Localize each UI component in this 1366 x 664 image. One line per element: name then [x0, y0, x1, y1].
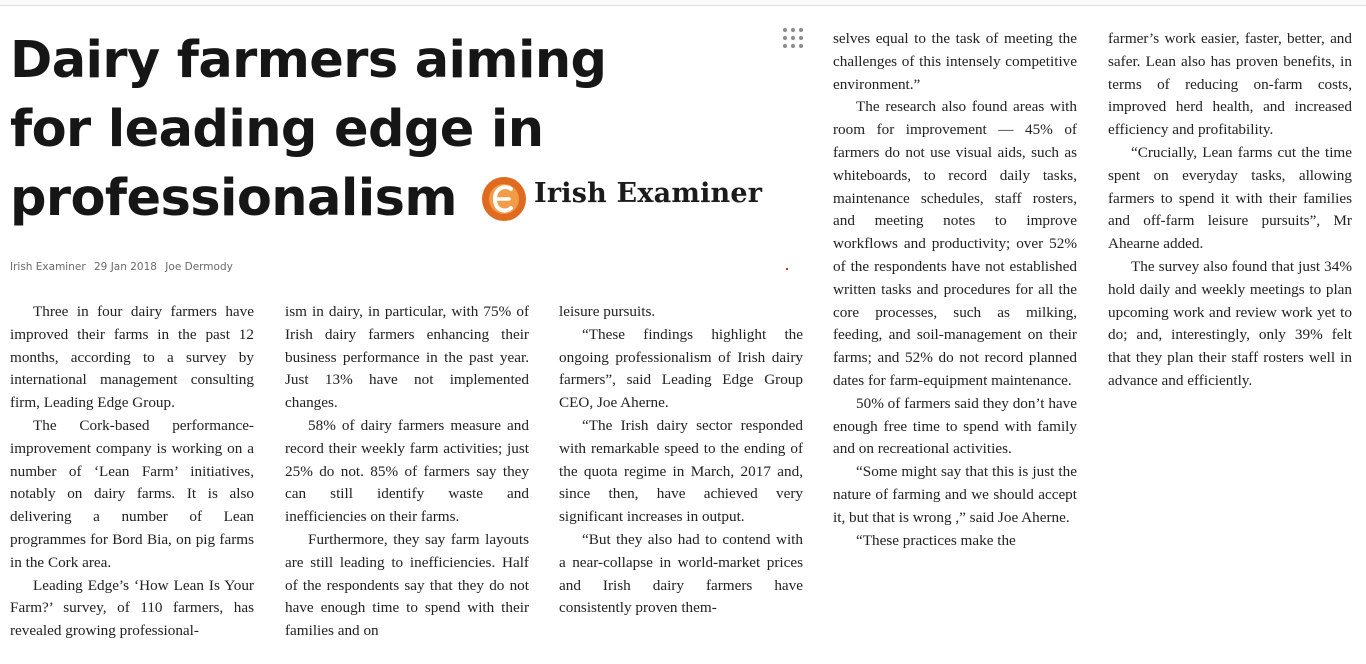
paragraph: Three in four dairy farmers have improved their farms in the past 12 months, according to a survey by international management consulting firm, Leading Edge Group.	[10, 303, 254, 412]
paragraph: “These practices make the	[856, 531, 1016, 549]
drag-handle-icon[interactable]	[782, 27, 804, 49]
paragraph: leisure pursuits.	[559, 303, 656, 320]
paragraph: “The Irish dairy sector responded with remarkable speed to the ending of the quota regime in March, 2017 and, since then, have achieved very significant increases in output.	[559, 416, 803, 526]
examiner-logo-icon	[480, 175, 528, 223]
article-headline: Dairy farmers aiming for leading edge in professionalism	[10, 31, 607, 228]
paragraph: “Crucially, Lean farms cut the time spent on everyday tasks, allowing farmers to spend it with their families and off-farm leisure pursuits”, Mr Ahearne added.	[1108, 143, 1352, 253]
author-name: Joe Dermody	[165, 261, 233, 273]
publication-date: 29 Jan 2018	[94, 261, 157, 273]
paragraph: selves equal to the task of meeting the challenges of this intensely competitive environment.”	[833, 30, 1077, 93]
article-column-1	[10, 301, 254, 643]
paragraph: ism in dairy, in particular, with 75% of Irish dairy farmers enhancing their business performance in the past year. Just 13% have not implemented changes.	[285, 303, 529, 412]
logo-wordmark: Irish Examiner	[534, 178, 763, 209]
decorative-dot	[786, 268, 788, 270]
paragraph: “These findings highlight the ongoing professionalism of Irish dairy farmers”, said Leading Edge Group CEO, Joe Aherne.	[559, 325, 803, 412]
paragraph: “But they also had to contend with a near-collapse in world-market prices and Irish dairy farmers have consistently proven them-	[559, 530, 803, 617]
publication-name: Irish Examiner	[10, 261, 86, 273]
article-column-2	[285, 301, 529, 643]
top-border	[0, 0, 1366, 6]
paragraph: “Some might say that this is just the nature of farming and we should accept it, but that is wrong ,” said Joe Aherne.	[833, 463, 1077, 526]
paragraph: Furthermore, they say farm layouts are still leading to inefficiencies. Half of the respondents say that they do not have enough time to spend with their families and on	[285, 530, 529, 640]
article-column-4	[833, 28, 1077, 552]
paragraph: 50% of farmers said they don’t have enough free time to spend with family and on recreational activities.	[833, 394, 1077, 458]
byline	[10, 261, 238, 273]
paragraph: The Cork-based performance-improvement company is working on a number of ‘Lean Farm’ initiatives, notably on dairy farms. It is also delivering a number of Lean programmes for Bord Bia, on pig farms in the Cork area.	[10, 416, 254, 571]
paragraph: farmer’s work easier, faster, better, and safer. Lean also has proven benefits, in terms of reducing on-farm costs, improved herd health, and increased efficiency and profitability.	[1108, 30, 1352, 139]
article-column-3	[559, 301, 803, 620]
paragraph: 58% of dairy farmers measure and record their weekly farm activities; just 25% do not. 85% of farmers say they can still identify waste and inefficiencies on their farms.	[285, 416, 529, 526]
irish-examiner-logo	[480, 172, 790, 226]
paragraph: Leading Edge’s ‘How Lean Is Your Farm?’ survey, of 110 farmers, has revealed growing professional-	[10, 576, 254, 640]
paragraph: The research also found areas with room for improvement — 45% of farmers do not use visual aids, such as whiteboards, to record daily tasks, maintenance schedules, staff rosters, and meeting notes to improve workflows and productivity; over 52% of the respondents have not established written tasks and procedures for all the core processes, such as milking, feeding, and soil-management on their farms; and 52% do not record planned dates for farm-equipment maintenance.	[833, 98, 1077, 389]
article-column-5	[1108, 28, 1352, 393]
paragraph: The survey also found that just 34% hold daily and weekly meetings to plan upcoming work and review work yet to do; and, interestingly, only 39% felt that they plan their staff rosters well in advance and efficiently.	[1108, 257, 1352, 389]
